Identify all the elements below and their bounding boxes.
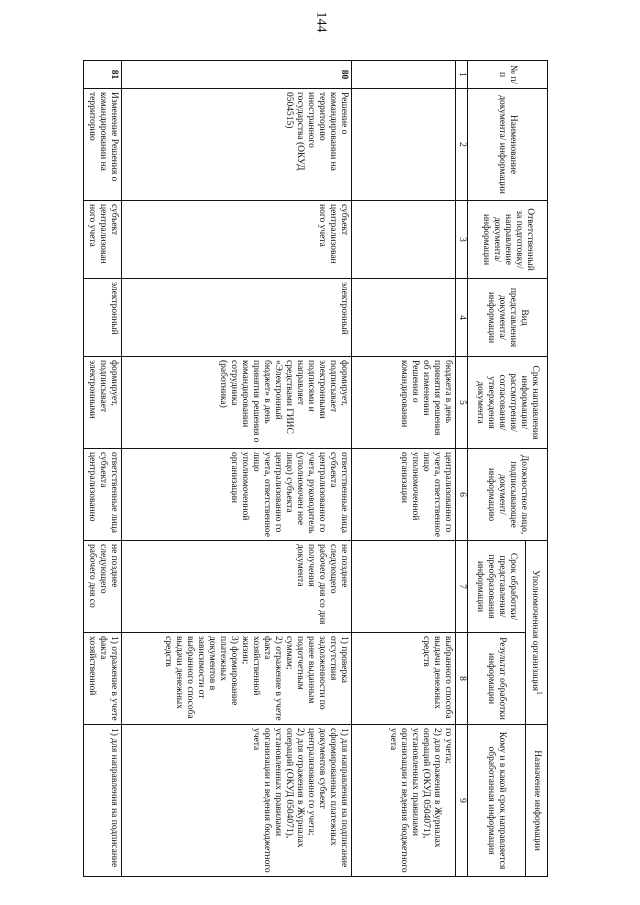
row-number [352, 61, 456, 89]
header-destination: Назначение информации [526, 725, 548, 877]
row-number: 81 [84, 61, 122, 89]
column-number-row [456, 61, 468, 877]
processing-result: выбранного способа выдачи денежных средств [352, 633, 456, 725]
row-number: 80 [122, 61, 352, 89]
recipient-info: 1) для направления на подписание [84, 725, 122, 877]
table-row [352, 61, 456, 877]
representation-kind: электронный [122, 279, 352, 357]
column-number: 2 [456, 89, 468, 201]
document-table [83, 60, 548, 877]
column-number: 5 [456, 357, 468, 449]
header-processing-deadline: Срок обработки/ представления/ преобразования информации [468, 541, 526, 633]
column-number: 3 [456, 201, 468, 279]
header-row-top [526, 61, 548, 877]
column-number: 9 [456, 725, 468, 877]
signing-official: ответственные лица субъекта централизованно [84, 449, 122, 541]
rotated-page-content [87, 60, 548, 876]
recipient-info: го учета; 2) для отражения в Журналах операций (ОКУД 0504071), установленных правилами организации и ведения бюджетного учета [352, 725, 456, 877]
processing-result: 1) отражение в учете факта хозяйственной [84, 633, 122, 725]
page-number-text: 144 [313, 11, 328, 33]
header-name: Наименование документа/ информации [468, 89, 548, 201]
representation-kind: электронный [84, 279, 122, 357]
header-recipient: Кому и в какой срок направляется обработанная информация [468, 725, 526, 877]
submission-deadline: формирует, подписывает электронными подписями и направляет средствами ГИИС «Электронный бюджет» в день принятия решения о командировании сотрудника (работника) [122, 357, 352, 449]
column-number: 4 [456, 279, 468, 357]
table-row [84, 61, 122, 877]
document-name: Решение о командировании на территорию иностранного государства (ОКУД 0504515) [122, 89, 352, 201]
header-deadline: Срок направления информации/ рассмотрения/ согласования/ утверждения документа [468, 357, 548, 449]
processing-deadline: не позднее следующего рабочего дня со [84, 541, 122, 633]
header-result: Результат обработки информации [468, 633, 526, 725]
header-responsible: Ответственный за подготовку/ направление документа/ информации [468, 201, 548, 279]
signing-official: централизованно го учета, ответственное лицо уполномоченной организации [352, 449, 456, 541]
column-number: 1 [456, 61, 468, 89]
responsible-party: субъект централизован ного учета [84, 201, 122, 279]
document-name [352, 89, 456, 201]
footnote-marker: 1 [534, 690, 544, 695]
responsible-party: субъект централизован ного учета [122, 201, 352, 279]
document-name: Изменение Решения о командировании на территорию [84, 89, 122, 201]
processing-result: 1) проверка отсутствия задолженности по ранее выданным подотчетным суммам; 2) отражение в учете факта хозяйственной жизни; 3) формирование платежных документов в зависимости от выбранного способа выдачи денежных средств [122, 633, 352, 725]
signing-official: ответственные лица субъекта централизованно го учета, руководитель (уполномочен ное лицо) субъекта централизованно го учета, ответственное лицо уполномоченной организации [122, 449, 352, 541]
submission-deadline: формирует, подписывает электронными [84, 357, 122, 449]
header-authorized-org: Уполномоченная организация$^1$ [526, 541, 548, 725]
table-row [122, 61, 352, 877]
header-no: № п/п [468, 61, 548, 89]
column-number: 8 [456, 633, 468, 725]
processing-deadline: не позднее следующего рабочего дня со дня получения документа [122, 541, 352, 633]
processing-deadline [352, 541, 456, 633]
recipient-info: 1) для направления на подписание сформированных платежных документов субъект централизованно го учета; 2) для отражения в Журналах операций (ОКУД 0504071), установленных правилами организации и ведения бюджетного учета [122, 725, 352, 877]
submission-deadline: бюджета в день принятия решения об изменении Решения о командировании [352, 357, 456, 449]
column-number: 7 [456, 541, 468, 633]
page-number [308, 8, 332, 36]
representation-kind [352, 279, 456, 357]
column-number: 6 [456, 449, 468, 541]
header-kind: Вид представления документа/ информации [468, 279, 548, 357]
header-position: Должностное лицо, подписывающее документ/ информацию [468, 449, 548, 541]
responsible-party [352, 201, 456, 279]
document-table-area [87, 60, 548, 876]
